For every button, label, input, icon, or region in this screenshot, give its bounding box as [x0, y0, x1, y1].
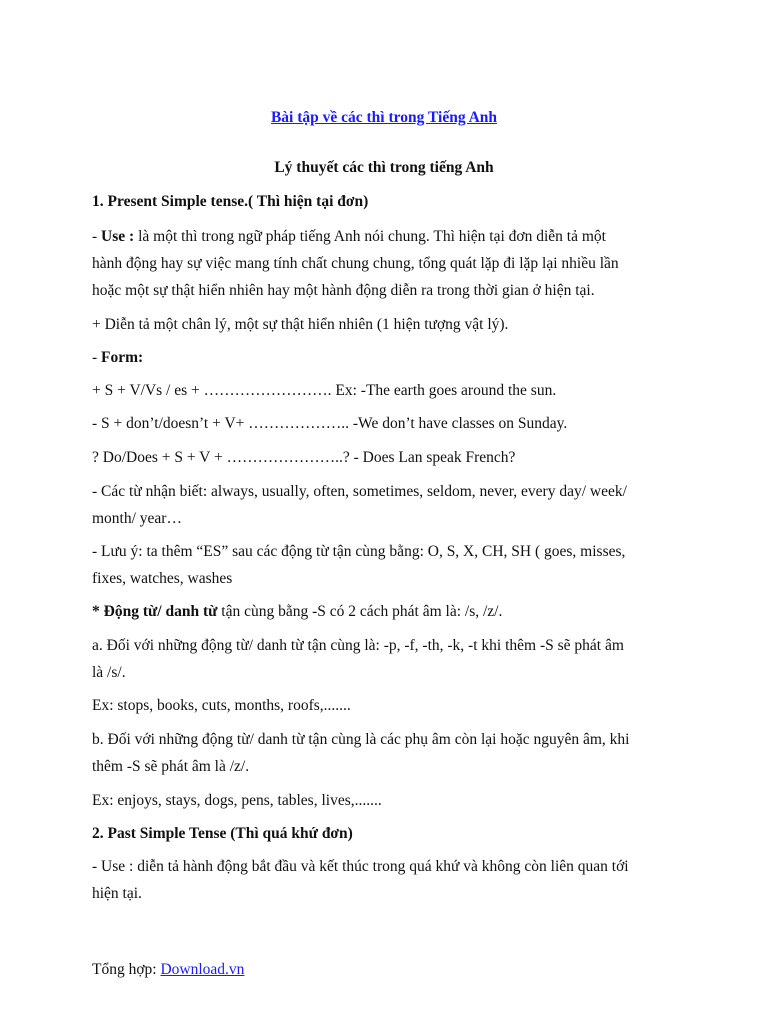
pronunciation-heading [92, 602, 502, 622]
signals-line-1: - Các từ nhận biết: always, usually, often, sometimes, seldom, never, every day/ week/ [92, 483, 627, 500]
form-question: ? Do/Does + S + V + …………………..? - Does Lan speak French? [92, 449, 516, 466]
pronunciation-rest: tận cùng bằng -S có 2 cách phát âm là: /s, /z/. [217, 603, 503, 620]
subtitle: Lý thuyết các thì trong tiếng Anh [274, 159, 494, 176]
form-label: Form: [101, 349, 144, 366]
past-use-line-1: - Use : diễn tả hành động bắt đầu và kết thúc trong quá khứ và không còn liên quan tới [92, 858, 629, 875]
example-b: Ex: enjoys, stays, dogs, pens, tables, lives,....... [92, 792, 382, 809]
truth-line: + Diễn tả một chân lý, một sự thật hiển nhiên (1 hiện tượng vật lý). [92, 316, 509, 333]
form-heading [92, 348, 143, 368]
rule-a-line-1: a. Đối với những động từ/ danh từ tận cùng là: -p, -f, -th, -k, -t khi thêm -S sẽ phát âm [92, 637, 624, 654]
title-link[interactable]: Bài tập về các thì trong Tiếng Anh [270, 109, 498, 126]
title-line [0, 108, 768, 128]
form-affirmative: + S + V/Vs / es + ……………………. Ex: -The earth goes around the sun. [92, 382, 557, 399]
footer [92, 960, 244, 980]
note-line-2: fixes, watches, washes [92, 570, 233, 587]
use-prefix: - [92, 228, 102, 245]
use-paragraph-line-3: hoặc một sự thật hiển nhiên hay một hành động diễn ra trong thời gian ở hiện tại. [92, 282, 595, 299]
footer-link[interactable]: Download.vn [160, 961, 245, 978]
note-line-1: - Lưu ý: ta thêm “ES” sau các động từ tận cùng bằng: O, S, X, CH, SH ( goes, misses, [92, 543, 626, 560]
use-label: Use : [101, 228, 135, 245]
rule-b-line-2: thêm -S sẽ phát âm là /z/. [92, 758, 250, 775]
rule-b-line-1: b. Đối với những động từ/ danh từ tận cùng là các phụ âm còn lại hoặc nguyên âm, khi [92, 731, 630, 748]
example-a: Ex: stops, books, cuts, months, roofs,....... [92, 697, 351, 714]
pronunciation-bold: * Động từ/ danh từ [92, 603, 218, 620]
form-prefix: - [92, 349, 102, 366]
use-paragraph-line-2: hành động hay sự việc mang tính chất chung chung, tổng quát lặp đi lặp lại nhiều lần [92, 255, 619, 272]
section1-heading: 1. Present Simple tense.( Thì hiện tại đơn) [92, 193, 369, 210]
use-text: là một thì trong ngữ pháp tiếng Anh nói chung. Thì hiện tại đơn diễn tả một [134, 228, 606, 245]
section2-heading: 2. Past Simple Tense (Thì quá khứ đơn) [92, 825, 353, 842]
form-negative: - S + don’t/doesn’t + V+ ……………….. -We don’t have classes on Sunday. [92, 415, 568, 432]
past-use-line-2: hiện tại. [92, 885, 142, 902]
signals-line-2: month/ year… [92, 510, 182, 527]
footer-label: Tổng hợp: [92, 961, 161, 978]
use-paragraph-line-1 [92, 227, 606, 247]
rule-a-line-2: là /s/. [92, 664, 126, 681]
